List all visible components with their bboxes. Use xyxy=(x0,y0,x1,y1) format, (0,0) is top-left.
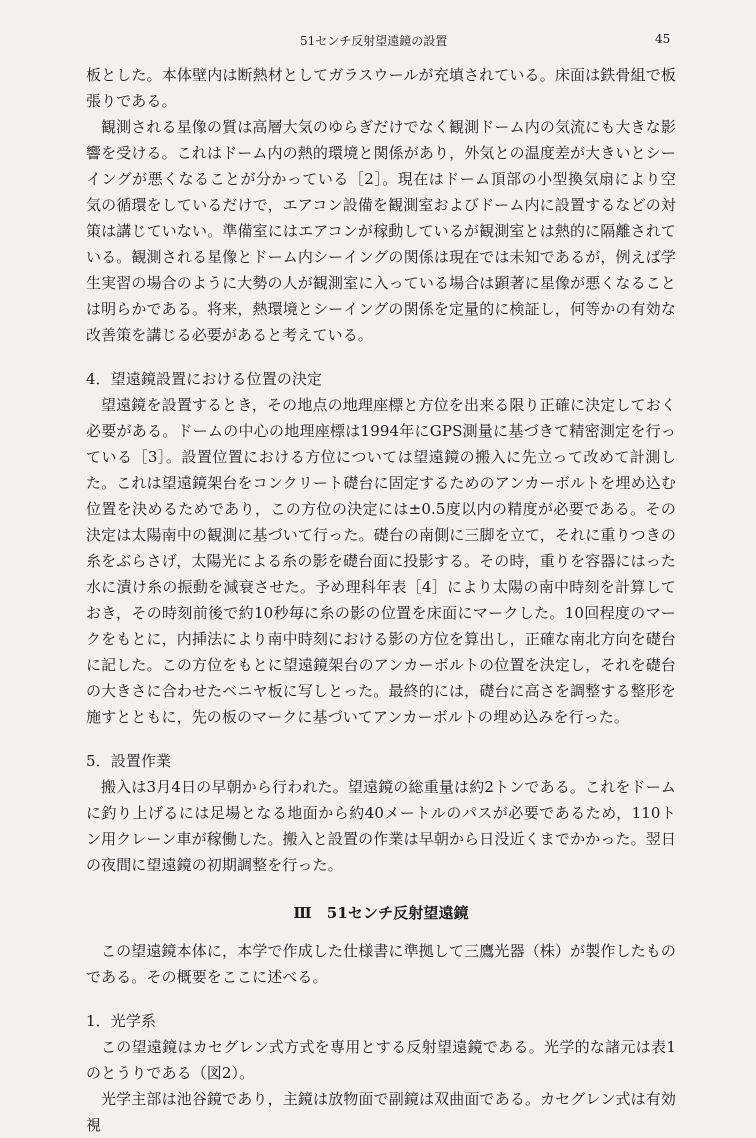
section-5-heading: 5．設置作業 xyxy=(86,752,172,770)
paragraph-continued: 板とした。本体壁内は断熱材としてガラスウールが充填されている。床面は鉄骨組で板張りである。 xyxy=(86,66,676,110)
running-header xyxy=(0,32,756,52)
chapter-heading: Ⅲ 51センチ反射望遠鏡 xyxy=(293,904,469,922)
paragraph-mirrors: 光学主部は池谷鏡であり，主鏡は放物面で副鏡は双曲面である。カセグレン式は有効視 xyxy=(86,1090,676,1134)
running-title: 51センチ反射望遠鏡の設置 xyxy=(300,34,448,48)
section-4-heading: 4．望遠鏡設置における位置の決定 xyxy=(86,370,323,388)
section-1-heading: 1．光学系 xyxy=(86,1012,157,1030)
paragraph-position: 望遠鏡を設置するとき，その地点の地理座標と方位を出来る限り正確に決定しておく必要がある。ドームの中心の地理座標は1994年にGPS測量に基づきて精密測定を行っている［3］。設置位置における方位については望遠鏡の搬入に先立って改めて計測した。これは望遠鏡架台をコンクリート礎台に固定するためのアンカーボルトを埋め込む位置を決めるためであり，この方位の決定には±0.5度以内の精度が必要である。その決定は太陽南中の観測に基づいて行った。礎台の南側に三脚を立て，それに重りつきの糸をぶらさげ，太陽光による糸の影を礎台面に投影する。その時，重りを容器にはった水に漬け糸の振動を減衰させた。予め理科年表［4］により太陽の南中時刻を計算しておき，その時刻前後で約10秒毎に糸の影の位置を床面にマークした。10回程度のマークをもとに，内挿法により南中時刻における影の方位を算出し，正確な南北方向を礎台に記した。この方位をもとに望遠鏡架台のアンカーボルトの位置を決定し，それを礎台の大きさに合わせたベニヤ板に写しとった。最終的には，礎台に高さを調整する整形を施すとともに，先の板のマークに基づいてアンカーボルトの埋め込みを行った。 xyxy=(86,396,676,726)
body-text xyxy=(86,62,676,1138)
paragraph-overview: この望遠鏡本体に，本学で作成した仕様書に準拠して三鷹光器（株）が製作したものである。その概要をここに述べる。 xyxy=(86,942,676,986)
paragraph-installation: 搬入は3月4日の早朝から行われた。望遠鏡の総重量は約2トンである。これをドームに釣り上げるには足場となる地面から約40メートルのパスが必要であるため，110トン用クレーン車が稼働した。搬入と設置の作業は早朝から日没近くまでかかった。翌日の夜間に望遠鏡の初期調整を行った。 xyxy=(86,778,676,874)
page-number: 45 xyxy=(655,32,671,46)
paragraph-optics: この望遠鏡はカセグレン式方式を専用とする反射望遠鏡である。光学的な諸元は表1のとうりである（図2）。 xyxy=(86,1038,676,1082)
paragraph-seeing: 観測される星像の質は高層大気のゆらぎだけでなく観測ドーム内の気流にも大きな影響を受ける。これはドーム内の熱的環境と関係があり，外気との温度差が大きいとシーイングが悪くなることが分かっている［2］。現在はドーム頂部の小型換気扇により空気の循環をしているだけで，エアコン設備を観測室およびドーム内に設置するなどの対策は講じていない。準備室にはエアコンが稼動しているが観測室とは熱的に隔離されている。観測される星像とドーム内シーイングの関係は現在では未知であるが，例えば学生実習の場合のように大勢の人が観測室に入っている場合は顕著に星像が悪くなることは明らかである。将来，熱環境とシーイングの関係を定量的に検証し，何等かの有効な改善策を講じる必要があると考えている。 xyxy=(86,118,676,344)
